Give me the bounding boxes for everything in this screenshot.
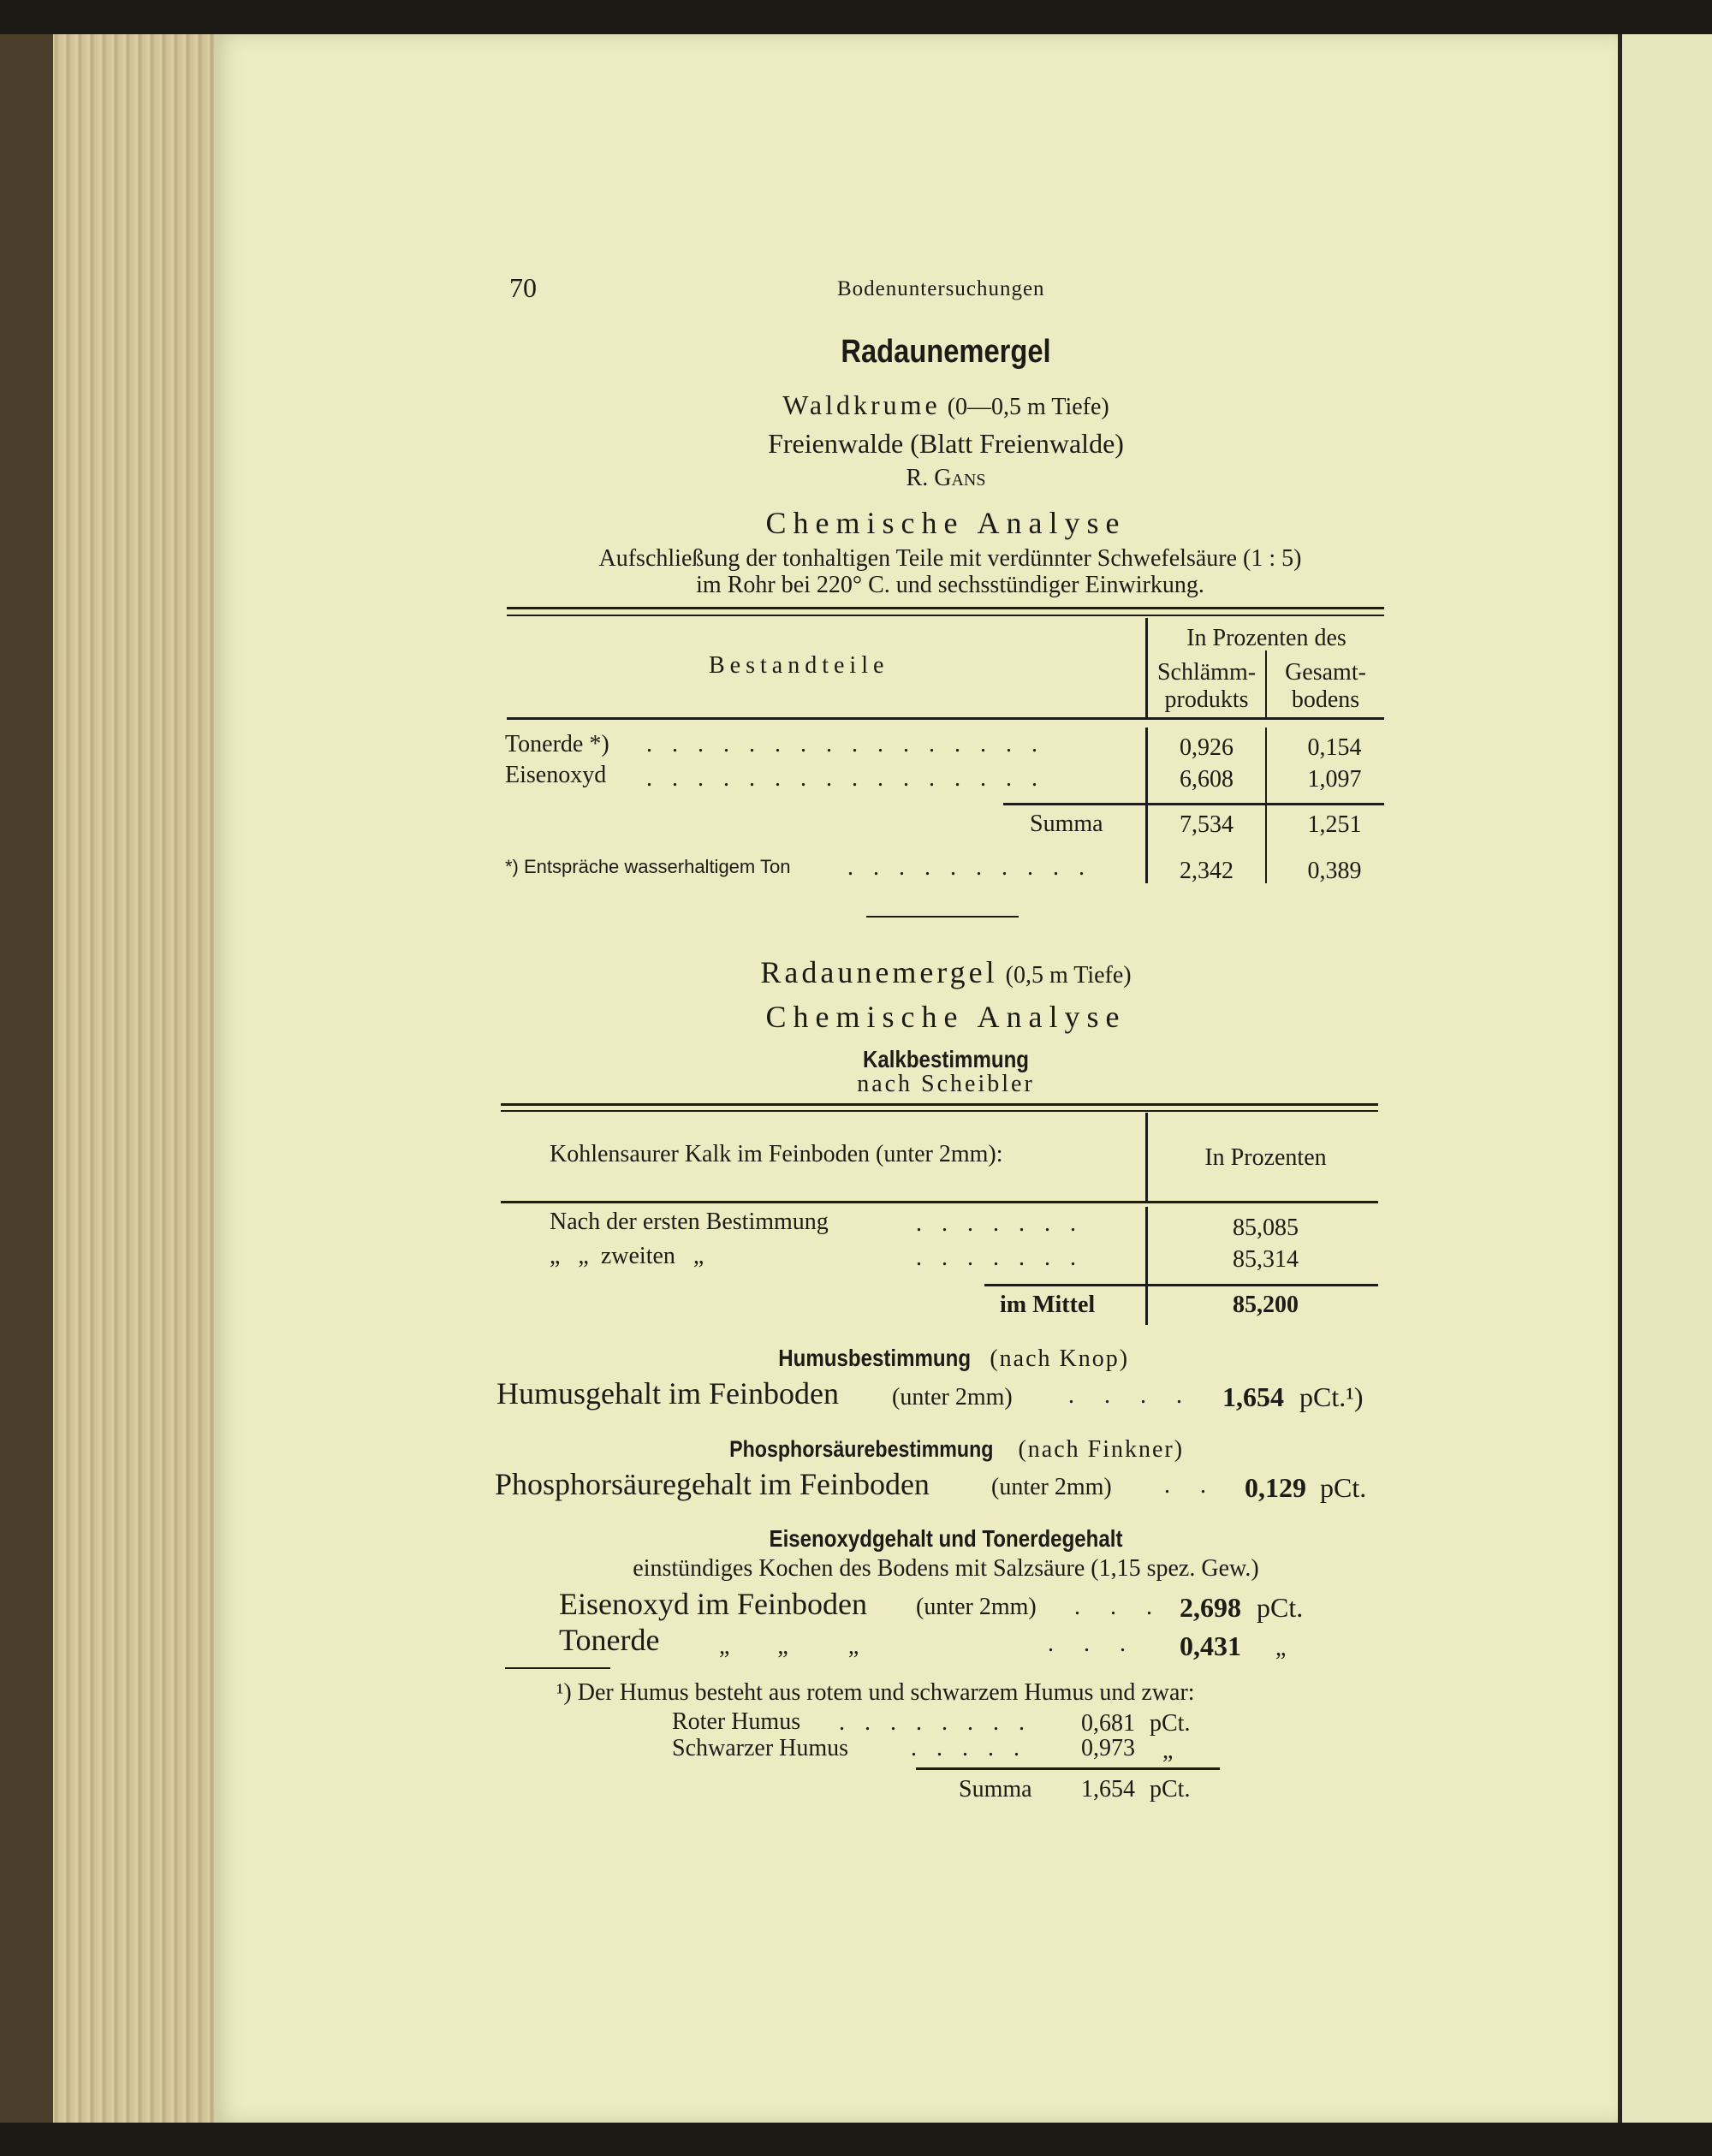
humus-line-value: 1,654 [1222, 1381, 1284, 1412]
table1-top-rule [507, 607, 1384, 609]
iron-row2-unit: „ [1275, 1635, 1287, 1661]
table1-row-value-a: 0,926 [1180, 734, 1233, 761]
table1-footnote-dots: . . . . . . . . . . [847, 854, 1091, 881]
humus-heading-note: (nach Knop) [990, 1345, 1130, 1372]
footnote-row-unit: „ [1162, 1737, 1174, 1764]
footnote-row-dots: . . . . . . . . [839, 1709, 1031, 1736]
iron-row1-label: Eisenoxyd im Feinboden [559, 1587, 867, 1621]
section-separator [866, 916, 1019, 918]
table1-row-label: Tonerde *) [505, 731, 609, 757]
table2-header-rule [501, 1201, 1378, 1203]
table1-col-a-line2: produkts [1164, 686, 1249, 713]
running-title: Bodenuntersuchungen [837, 277, 1045, 300]
facing-page [1618, 34, 1712, 2123]
table1-row-label: Eisenoxyd [505, 762, 607, 788]
table1-row-dots: . . . . . . . . . . . . . . . . [646, 765, 1044, 792]
footnote-sum-unit: pCt. [1150, 1776, 1191, 1803]
table2-row-label: Nach der ersten Bestimmung [550, 1209, 829, 1235]
section2-subheading: Kalkbestimmung [862, 1046, 1030, 1072]
section2-analysis-title: Chemische Analyse [765, 1000, 1126, 1034]
section1-location: Freienwalde (Blatt Freienwalde) [768, 428, 1124, 459]
table2-row-dots: . . . . . . . [916, 1244, 1083, 1271]
table1-footnote-a: 2,342 [1180, 858, 1233, 884]
section2-title-depth: (0,5 m Tiefe) [1005, 962, 1132, 989]
footnote-sum-rule [916, 1767, 1220, 1770]
iron-row1-value: 2,698 [1180, 1592, 1241, 1623]
phosphor-line-label: Phosphorsäuregehalt im Feinboden [495, 1467, 930, 1501]
iron-row2-label: Tonerde [559, 1623, 660, 1657]
table1-row-value-a: 6,608 [1180, 766, 1233, 793]
iron-row1-dots: . . . [1074, 1594, 1164, 1620]
table1-footnote-b: 0,389 [1307, 858, 1362, 884]
table1-header-rule [507, 717, 1384, 720]
phosphor-line-note: (unter 2mm) [991, 1474, 1112, 1500]
table2-row-dots: . . . . . . . [916, 1210, 1083, 1237]
table1-sum-label: Summa [1030, 811, 1103, 837]
table2-mean-label: im Mittel [1000, 1292, 1096, 1318]
table1-sum-a: 7,534 [1180, 811, 1233, 838]
phosphor-heading-line [514, 1436, 1378, 1464]
table1-col-b-line1: Gesamt- [1285, 659, 1366, 686]
humus-line-unit: pCt.¹) [1299, 1381, 1364, 1412]
iron-heading: Eisenoxydgehalt und Tonerdegehalt [769, 1525, 1123, 1552]
phosphor-line-unit: pCt. [1320, 1472, 1367, 1503]
iron-row2-value: 0,431 [1180, 1630, 1241, 1661]
section2-title [514, 954, 1378, 990]
table2-row-label: „ „ zweiten „ [550, 1243, 704, 1269]
humus-heading: Humusbestimmung [778, 1345, 972, 1371]
humus-heading-line [514, 1345, 1378, 1373]
footnote-row-label: Schwarzer Humus [672, 1735, 849, 1761]
iron-row2-ditto: „ „ „ [719, 1633, 859, 1660]
table2-top-rule [501, 1103, 1378, 1106]
table1-col-a [1148, 659, 1265, 714]
table2-mean-rule [984, 1284, 1378, 1286]
table1-col-group: In Prozenten des [1186, 625, 1346, 651]
footnote-row-label: Roter Humus [672, 1708, 801, 1735]
section1-author: R. Gans [906, 465, 986, 491]
humus-line-note: (unter 2mm) [892, 1384, 1013, 1411]
footnote-row-unit: pCt. [1150, 1710, 1191, 1737]
table2-row-value: 85,314 [1233, 1246, 1299, 1273]
phosphor-line-dots: . . [1164, 1472, 1218, 1499]
table1-row-value-b: 1,097 [1307, 766, 1362, 793]
footnote-intro: ¹) Der Humus besteht aus rotem und schwarzem Humus und zwar: [556, 1679, 1195, 1706]
table1-col-b [1267, 659, 1384, 714]
table2-col-value: In Prozenten [1204, 1144, 1327, 1171]
page-number: 70 [509, 272, 537, 303]
section2-title-main: Radaunemergel [760, 955, 998, 989]
table1-footnote-label: *) Entspräche wasserhaltigem Ton [505, 856, 791, 877]
table1-top-rule-2 [507, 615, 1384, 616]
table1-sum-rule [1003, 803, 1384, 805]
iron-row2-dots: . . . [1048, 1630, 1138, 1657]
table2-row-value: 85,085 [1233, 1215, 1299, 1241]
table1-col-b-line2: bodens [1291, 686, 1360, 713]
table1-row-dots: . . . . . . . . . . . . . . . . [646, 731, 1044, 757]
section1-subtitle-depth: (0—0,5 m Tiefe) [947, 394, 1109, 420]
table2-top-rule-2 [501, 1110, 1378, 1112]
footnote-row-value: 0,681 [1081, 1710, 1135, 1737]
section1-analysis-title: Chemische Analyse [765, 506, 1126, 540]
footnote-sum-label: Summa [959, 1776, 1032, 1803]
iron-method: einstündiges Kochen des Bodens mit Salzsäure (1,15 spez. Gew.) [633, 1555, 1259, 1582]
table1-col-a-line1: Schlämm- [1156, 659, 1257, 686]
phosphor-heading-note: (nach Finkner) [1018, 1436, 1185, 1463]
phosphor-heading: Phosphorsäurebestimmung [729, 1436, 994, 1462]
table1-col-component: Bestandteile [709, 652, 889, 679]
footnote-rule [505, 1667, 610, 1669]
section1-subtitle-main: Waldkrume [782, 389, 941, 420]
section1-method-line2: im Rohr bei 220° C. und sechsstündiger Einwirkung. [696, 572, 1204, 598]
footnote-row-value: 0,973 [1081, 1735, 1135, 1761]
table1-sum-b: 1,251 [1307, 811, 1362, 838]
table1-row-value-b: 0,154 [1307, 734, 1362, 761]
footnote-row-dots: . . . . . [911, 1735, 1026, 1761]
table2-mean-value: 85,200 [1233, 1292, 1299, 1318]
section1-title: Radaunemergel [841, 334, 1051, 370]
footnote-sum-value: 1,654 [1081, 1776, 1135, 1803]
humus-line-label: Humusgehalt im Feinboden [496, 1376, 839, 1411]
iron-row1-unit: pCt. [1257, 1592, 1304, 1623]
section2-subheading-note: nach Scheibler [857, 1071, 1035, 1097]
phosphor-line-value: 0,129 [1245, 1472, 1306, 1503]
book-cover-edge [0, 34, 53, 2123]
table2-col-label: Kohlensaurer Kalk im Feinboden (unter 2mm): [550, 1141, 1003, 1167]
section1-method-line1: Aufschließung der tonhaltigen Teile mit verdünnter Schwefelsäure (1 : 5) [598, 545, 1302, 572]
humus-line-dots: . . . . [1068, 1382, 1194, 1409]
iron-row1-note: (unter 2mm) [916, 1594, 1037, 1620]
section1-subtitle [514, 389, 1378, 421]
